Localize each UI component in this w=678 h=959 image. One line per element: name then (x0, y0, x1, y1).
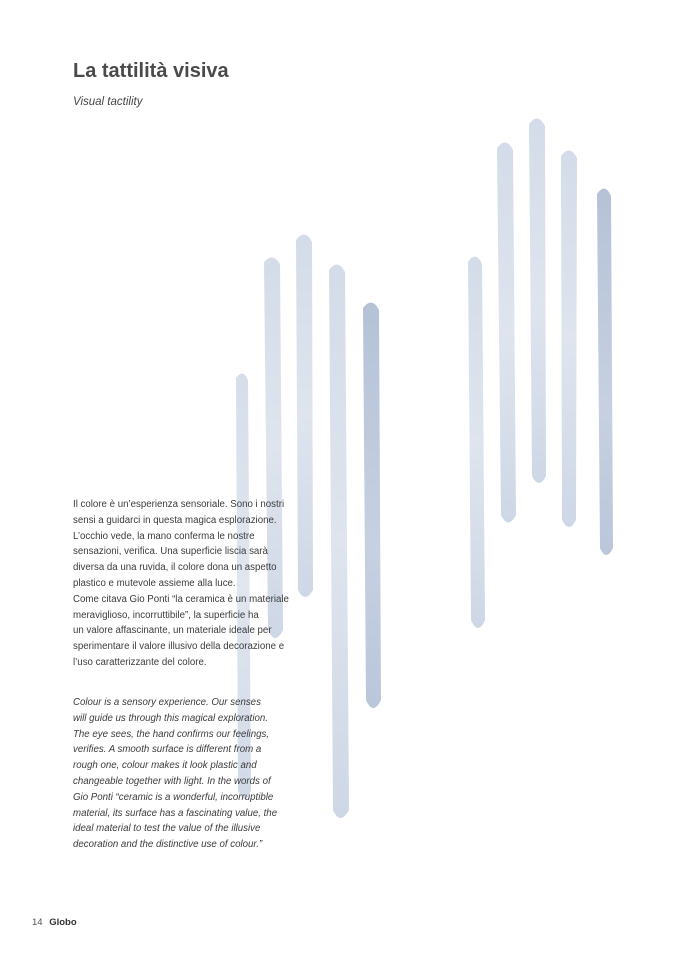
brush-stroke (561, 150, 577, 527)
brush-stroke (363, 302, 381, 708)
brush-stroke (497, 142, 516, 522)
page-footer (32, 917, 77, 928)
italian-body-text: Il colore è un’esperienza sensoriale. Sono i nostri sensi a guidarci in questa magica esplorazione. L’occhio vede, la mano conferma le nostre sensazioni, verifica. Una superficie liscia sarà diversa da una ruvida, il colore dona un aspetto plastico e mutevole assieme alla luce. Come citava Gio Ponti “la ceramica è un materiale meraviglioso, incorruttibile”, la superficie ha un valore affascinante, un materiale ideale per sperimentare il valore illusivo della decorazione e l’uso caratterizzante del colore. (73, 499, 289, 668)
brush-stroke (329, 264, 349, 818)
brush-stroke (597, 188, 613, 555)
brand-name: Globo (49, 917, 77, 928)
page-subtitle: Visual tactility (73, 96, 143, 108)
brush-stroke (529, 118, 546, 483)
page-number: 14 (32, 917, 43, 928)
page-title: La tattilità visiva (73, 60, 229, 82)
brush-stroke (468, 256, 485, 628)
english-body-text: Colour is a sensory experience. Our senses will guide us through this magical exploration. The eye sees, the hand confirms our feelings, verifies. A smooth surface is different from a rough one, colour makes it look plastic and changeable together with light. In the words of Gio Ponti “ceramic is a wonderful, incorruptible material, its surface has a fascinating value, the ideal material to test the value of the illusive decoration and the distinctive use of colour.” (73, 697, 278, 851)
